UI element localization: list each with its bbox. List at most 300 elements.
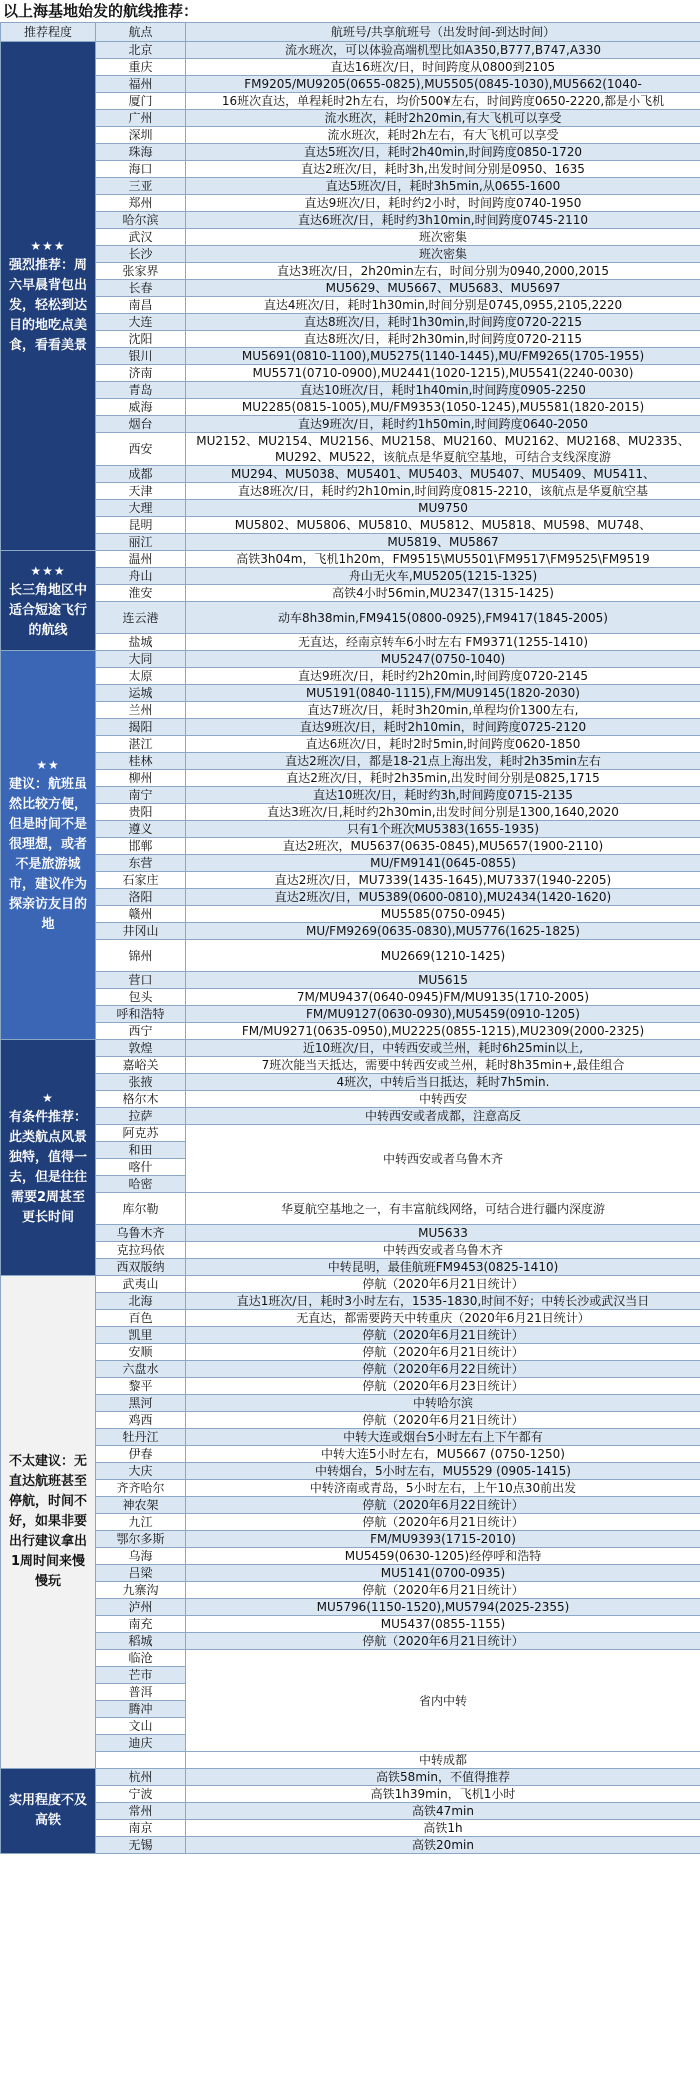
star-rating: ★★★ (30, 563, 66, 578)
table-row (1, 1565, 700, 1582)
flight-info-cell: 舟山无火车,MU5205(1215-1325) (186, 568, 700, 585)
header-destination: 航点 (96, 23, 186, 42)
star-rating: ★★★ (30, 239, 66, 253)
destination-cell: 西安 (96, 433, 186, 466)
destination-cell: 稻城 (96, 1633, 186, 1650)
destination-cell: 遵义 (96, 821, 186, 838)
table-row (1, 1344, 700, 1361)
table-row (1, 433, 700, 466)
table-row (1, 1259, 700, 1276)
flight-info-cell: 只有1个班次MU5383(1655-1935) (186, 821, 700, 838)
table-row (1, 1633, 700, 1650)
table-row (1, 1769, 700, 1786)
destination-cell: 三亚 (96, 178, 186, 195)
table-row (1, 1057, 700, 1074)
destination-cell: 南京 (96, 1820, 186, 1837)
flight-info-cell: 4班次，中转后当日抵达，耗时7h5min. (186, 1074, 700, 1091)
flight-info-cell: FM/MU9393(1715-2010) (186, 1531, 700, 1548)
flight-info-cell: 直达2班次/日，MU5389(0600-0810),MU2434(1420-1620) (186, 889, 700, 906)
category-label: 不太建议：无直达航班甚至停航，时间不好，如果非要出行建议拿出1周时间来慢慢玩 (8, 1454, 87, 1589)
destination-cell: 成都 (96, 466, 186, 483)
flight-info-cell: 停航（2020年6月22日统计） (186, 1497, 700, 1514)
destination-cell: 阿克苏 (96, 1125, 186, 1142)
destination-cell: 鄂尔多斯 (96, 1531, 186, 1548)
table-row (1, 1074, 700, 1091)
destination-cell: 厦门 (96, 93, 186, 110)
destination-cell: 青岛 (96, 382, 186, 399)
table-row (1, 1310, 700, 1327)
table-row (1, 1803, 700, 1820)
flight-info-cell: MU/FM9269(0635-0830),MU5776(1625-1825) (186, 923, 700, 940)
table-row (1, 365, 700, 382)
table-row (1, 1752, 700, 1769)
flight-info-cell: 停航（2020年6月21日统计） (186, 1633, 700, 1650)
flight-info-cell: 省内中转 (186, 1650, 700, 1752)
flight-info-cell: 停航（2020年6月21日统计） (186, 1276, 700, 1293)
flight-info-cell: 直达8班次/日，耗时2h30min,时间跨度0720-2115 (186, 331, 700, 348)
destination-cell: 珠海 (96, 144, 186, 161)
rating-category (1, 42, 96, 551)
page-title: 以上海基地始发的航线推荐： (3, 2, 199, 20)
destination-cell: 神农架 (96, 1497, 186, 1514)
flight-info-cell: 华夏航空基地之一，有丰富航线网络，可结合进行疆内深度游 (186, 1193, 700, 1225)
table-row (1, 1837, 700, 1854)
destination-cell: 柳州 (96, 770, 186, 787)
destination-cell: 芒市 (96, 1667, 186, 1684)
table-row (1, 889, 700, 906)
table-row (1, 1616, 700, 1633)
flight-info-cell: 16班次直达，单程耗时2h左右，均价500¥左右，时间跨度0650-2220,都是小飞机 (186, 93, 700, 110)
destination-cell: 烟台 (96, 416, 186, 433)
destination-cell: 黑河 (96, 1395, 186, 1412)
destination-cell: 牡丹江 (96, 1429, 186, 1446)
destination-cell: 北海 (96, 1293, 186, 1310)
category-label: 有条件推荐：此类航点风景独特，值得一去，但是往往需要2周甚至更长时间 (8, 1109, 87, 1225)
rating-category (1, 1040, 96, 1276)
flight-info-cell: 中转济南或青岛，5小时左右，上午10点30前出发 (186, 1480, 700, 1497)
flight-info-cell: 直达3班次/日，2h20min左右，时间分别为0940,2000,2015 (186, 263, 700, 280)
destination-cell: 无锡 (96, 1837, 186, 1854)
table-row (1, 59, 700, 76)
destination-cell: 克拉玛依 (96, 1242, 186, 1259)
table-row (1, 702, 700, 719)
table-row (1, 42, 700, 59)
destination-cell: 武夷山 (96, 1276, 186, 1293)
flight-info-cell: MU5141(0700-0935) (186, 1565, 700, 1582)
table-row (1, 178, 700, 195)
destination-cell: 运城 (96, 685, 186, 702)
flight-info-cell: MU5615 (186, 972, 700, 989)
table-row (1, 212, 700, 229)
flight-info-cell: 直达6班次/日，耗时约3h10min,时间跨度0745-2110 (186, 212, 700, 229)
destination-cell: 吕梁 (96, 1565, 186, 1582)
table-row (1, 906, 700, 923)
table-row (1, 1514, 700, 1531)
flight-info-cell: 停航（2020年6月21日统计） (186, 1327, 700, 1344)
table-row (1, 483, 700, 500)
flight-info-cell: MU294、MU5038、MU5401、MU5403、MU5407、MU5409、MU5411、 (186, 466, 700, 483)
destination-cell: 临沧 (96, 1650, 186, 1667)
destination-cell: 百色 (96, 1310, 186, 1327)
destination-cell: 北京 (96, 42, 186, 59)
flight-info-cell: 停航（2020年6月22日统计） (186, 1361, 700, 1378)
flight-info-cell: FM/MU9271(0635-0950),MU2225(0855-1215),MU2309(2000-2325) (186, 1023, 700, 1040)
flight-info-cell: 停航（2020年6月23日统计） (186, 1378, 700, 1395)
table-row (1, 685, 700, 702)
table-row (1, 821, 700, 838)
table-row (1, 1429, 700, 1446)
flight-info-cell: 直达2班次/日，MU7339(1435-1645),MU7337(1940-2205) (186, 872, 700, 889)
destination-cell (96, 1752, 186, 1769)
flight-info-cell: 中转烟台，5小时左右，MU5529 (0905-1415) (186, 1463, 700, 1480)
star-rating: ★ (42, 1090, 54, 1105)
flight-info-cell: MU2152、MU2154、MU2156、MU2158、MU2160、MU2162、MU2168、MU2335、MU292、MU522，该航点是华夏航空基地，可结合支线深度游 (186, 433, 700, 466)
destination-cell: 舟山 (96, 568, 186, 585)
destination-cell: 嘉峪关 (96, 1057, 186, 1074)
table-row (1, 246, 700, 263)
destination-cell: 和田 (96, 1142, 186, 1159)
destination-cell: 赣州 (96, 906, 186, 923)
table-row (1, 1395, 700, 1412)
flight-info-cell: MU5691(0810-1100),MU5275(1140-1445),MU/FM9265(1705-1955) (186, 348, 700, 365)
route-table (0, 22, 700, 1854)
table-row (1, 127, 700, 144)
table-row (1, 500, 700, 517)
flight-info-cell: 直达6班次/日，耗时2时5min,时间跨度0620-1850 (186, 736, 700, 753)
flight-info-cell: 中转大连或烟台5小时左右上下午都有 (186, 1429, 700, 1446)
destination-cell: 乌海 (96, 1548, 186, 1565)
flight-info-cell: 高铁4小时56min,MU2347(1315-1425) (186, 585, 700, 602)
flight-info-cell: 高铁1h39min，飞机1小时 (186, 1786, 700, 1803)
destination-cell: 天津 (96, 483, 186, 500)
table-row (1, 719, 700, 736)
rating-category (1, 551, 96, 651)
destination-cell: 昆明 (96, 517, 186, 534)
flight-info-cell: MU2285(0815-1005),MU/FM9353(1050-1245),MU5581(1820-2015) (186, 399, 700, 416)
destination-cell: 淮安 (96, 585, 186, 602)
flight-info-cell: 直达9班次/日，耗时约1h50min,时间跨度0640-2050 (186, 416, 700, 433)
destination-cell: 揭阳 (96, 719, 186, 736)
flight-info-cell: 高铁3h04m，飞机1h20m，FM9515\MU5501\FM9517\FM9525\FM9519 (186, 551, 700, 568)
flight-info-cell: FM/MU9127(0630-0930),MU5459(0910-1205) (186, 1006, 700, 1023)
table-row (1, 229, 700, 246)
destination-cell: 湛江 (96, 736, 186, 753)
destination-cell: 拉萨 (96, 1108, 186, 1125)
destination-cell: 郑州 (96, 195, 186, 212)
destination-cell: 九寨沟 (96, 1582, 186, 1599)
flight-info-cell: 直达2班次，MU5637(0635-0845),MU5657(1900-2110) (186, 838, 700, 855)
table-row (1, 989, 700, 1006)
flight-info-cell: 高铁20min (186, 1837, 700, 1854)
flight-info-cell: 动车8h38min,FM9415(0800-0925),FM9417(1845-2005) (186, 602, 700, 634)
destination-cell: 西宁 (96, 1023, 186, 1040)
table-row (1, 534, 700, 551)
table-row (1, 331, 700, 348)
destination-cell: 呼和浩特 (96, 1006, 186, 1023)
table-row (1, 280, 700, 297)
table-row (1, 585, 700, 602)
flight-info-cell: 直达3班次/日,耗时约2h30min,出发时间分别是1300,1640,2020 (186, 804, 700, 821)
table-row (1, 668, 700, 685)
destination-cell: 南充 (96, 1616, 186, 1633)
destination-cell: 长沙 (96, 246, 186, 263)
table-row (1, 651, 700, 668)
destination-cell: 大理 (96, 500, 186, 517)
flight-info-cell: 流水班次，耗时2h左右，有大飞机可以享受 (186, 127, 700, 144)
destination-cell: 武汉 (96, 229, 186, 246)
destination-cell: 福州 (96, 76, 186, 93)
flight-info-cell: 直达1班次/日，耗时3小时左右，1535-1830,时间不好；中转长沙或武汉当日 (186, 1293, 700, 1310)
destination-cell: 营口 (96, 972, 186, 989)
flight-info-cell: MU5437(0855-1155) (186, 1616, 700, 1633)
flight-info-cell: MU5796(1150-1520),MU5794(2025-2355) (186, 1599, 700, 1616)
table-row (1, 787, 700, 804)
table-row (1, 1786, 700, 1803)
table-row (1, 1412, 700, 1429)
table-row (1, 517, 700, 534)
flight-info-cell: 直达9班次/日，耗时2h10min，时间跨度0725-2120 (186, 719, 700, 736)
table-row (1, 110, 700, 127)
destination-cell: 贵阳 (96, 804, 186, 821)
destination-cell: 泸州 (96, 1599, 186, 1616)
table-row (1, 1446, 700, 1463)
destination-cell: 杭州 (96, 1769, 186, 1786)
destination-cell: 包头 (96, 989, 186, 1006)
table-row (1, 1480, 700, 1497)
flight-info-cell: 无直达，经南京转车6小时左右 FM9371(1255-1410) (186, 634, 700, 651)
destination-cell: 常州 (96, 1803, 186, 1820)
flight-info-cell: 直达8班次/日，耗时1h30min,时间跨度0720-2215 (186, 314, 700, 331)
destination-cell: 海口 (96, 161, 186, 178)
flight-info-cell: MU5585(0750-0945) (186, 906, 700, 923)
flight-info-cell: 高铁47min (186, 1803, 700, 1820)
flight-info-cell: 直达5班次/日，耗时3h5min,从0655-1600 (186, 178, 700, 195)
destination-cell: 六盘水 (96, 1361, 186, 1378)
flight-info-cell: 中转西安或者成都，注意高反 (186, 1108, 700, 1125)
star-rating: ★★ (36, 758, 60, 772)
table-row (1, 551, 700, 568)
destination-cell: 南宁 (96, 787, 186, 804)
table-row (1, 568, 700, 585)
flight-info-cell: MU5629、MU5667、MU5683、MU5697 (186, 280, 700, 297)
table-row (1, 1293, 700, 1310)
flight-info-cell: 流水班次，耗时2h20min,有大飞机可以享受 (186, 110, 700, 127)
flight-info-cell: 中转成都 (186, 1752, 700, 1769)
table-row (1, 314, 700, 331)
table-row (1, 838, 700, 855)
flight-info-cell: 直达10班次/日，耗时1h40min,时间跨度0905-2250 (186, 382, 700, 399)
table-row (1, 940, 700, 972)
destination-cell: 石家庄 (96, 872, 186, 889)
table-row (1, 382, 700, 399)
destination-cell: 洛阳 (96, 889, 186, 906)
table-row (1, 1582, 700, 1599)
destination-cell: 沈阳 (96, 331, 186, 348)
flight-info-cell: 中转西安 (186, 1091, 700, 1108)
table-row (1, 1242, 700, 1259)
table-row (1, 1225, 700, 1242)
destination-cell: 南昌 (96, 297, 186, 314)
header-flights: 航班号/共享航班号（出发时间-到达时间） (186, 23, 700, 42)
table-row (1, 972, 700, 989)
table-row (1, 634, 700, 651)
flight-info-cell: 7M/MU9437(0640-0945)FM/MU9135(1710-2005) (186, 989, 700, 1006)
table-row (1, 602, 700, 634)
table-row (1, 297, 700, 314)
table-row (1, 466, 700, 483)
flight-info-cell: 7班次能当天抵达，需要中转西安或兰州，耗时8h35min+,最佳组合 (186, 1057, 700, 1074)
destination-cell: 重庆 (96, 59, 186, 76)
destination-cell: 大庆 (96, 1463, 186, 1480)
table-row (1, 1650, 700, 1667)
category-label: 长三角地区中适合短途飞行的航线 (8, 582, 87, 638)
flight-info-cell: 直达10班次/日，耗时约3h,时间跨度0715-2135 (186, 787, 700, 804)
flight-info-cell: MU/FM9141(0645-0855) (186, 855, 700, 872)
category-label: 实用程度不及高铁 (8, 1793, 87, 1828)
destination-cell: 西双版纳 (96, 1259, 186, 1276)
destination-cell: 迪庆 (96, 1735, 186, 1752)
destination-cell: 井冈山 (96, 923, 186, 940)
flight-info-cell: 直达7班次/日，耗时3h20min,单程均价1300左右, (186, 702, 700, 719)
flight-info-cell: 中转大连5小时左右，MU5667 (0750-1250) (186, 1446, 700, 1463)
table-row (1, 144, 700, 161)
destination-cell: 张掖 (96, 1074, 186, 1091)
flight-info-cell: 班次密集 (186, 246, 700, 263)
table-row (1, 195, 700, 212)
table-row (1, 1497, 700, 1514)
destination-cell: 齐齐哈尔 (96, 1480, 186, 1497)
destination-cell: 锦州 (96, 940, 186, 972)
header-rating: 推荐程度 (1, 23, 96, 42)
flight-info-cell: 中转西安或者乌鲁木齐 (186, 1242, 700, 1259)
table-row (1, 1531, 700, 1548)
table-row (1, 1548, 700, 1565)
flight-info-cell: MU5247(0750-1040) (186, 651, 700, 668)
flight-info-cell: MU5191(0840-1115),FM/MU9145(1820-2030) (186, 685, 700, 702)
rating-category (1, 1276, 96, 1769)
table-row (1, 161, 700, 178)
table-row (1, 1040, 700, 1057)
flight-info-cell: 直达2班次/日，耗时3h,出发时间分别是0950、1635 (186, 161, 700, 178)
destination-cell: 格尔木 (96, 1091, 186, 1108)
flight-info-cell: 直达4班次/日，耗时1h30min,时间分别是0745,0955,2105,2220 (186, 297, 700, 314)
flight-info-cell: 中转昆明，最佳航班FM9453(0825-1410) (186, 1259, 700, 1276)
table-row (1, 1378, 700, 1395)
destination-cell: 库尔勒 (96, 1193, 186, 1225)
table-header-row (1, 23, 700, 42)
table-row (1, 770, 700, 787)
table-row (1, 1023, 700, 1040)
category-label: 建议：航班虽然比较方便，但是时间不是很理想，或者不是旅游城市，建议作为探亲访友目的地 (8, 777, 87, 932)
destination-cell: 乌鲁木齐 (96, 1225, 186, 1242)
category-label: 强烈推荐：周六早晨背包出发，轻松到达目的地吃点美食，看看美景 (8, 258, 87, 353)
table-row (1, 872, 700, 889)
destination-cell: 大连 (96, 314, 186, 331)
destination-cell: 丽江 (96, 534, 186, 551)
destination-cell: 伊春 (96, 1446, 186, 1463)
table-row (1, 1361, 700, 1378)
table-row (1, 1820, 700, 1837)
flight-info-cell: MU5633 (186, 1225, 700, 1242)
destination-cell: 广州 (96, 110, 186, 127)
flight-info-cell: 班次密集 (186, 229, 700, 246)
destination-cell: 长春 (96, 280, 186, 297)
flight-info-cell: 流水班次，可以体验高端机型比如A350,B777,B747,A330 (186, 42, 700, 59)
destination-cell: 东营 (96, 855, 186, 872)
table-row (1, 348, 700, 365)
flight-info-cell: 无直达，都需要跨天中转重庆（2020年6月21日统计） (186, 1310, 700, 1327)
flight-info-cell: 高铁1h (186, 1820, 700, 1837)
destination-cell: 太原 (96, 668, 186, 685)
destination-cell: 文山 (96, 1718, 186, 1735)
destination-cell: 宁波 (96, 1786, 186, 1803)
table-row (1, 1125, 700, 1142)
destination-cell: 盐城 (96, 634, 186, 651)
destination-cell: 兰州 (96, 702, 186, 719)
destination-cell: 腾冲 (96, 1701, 186, 1718)
flight-info-cell: 停航（2020年6月21日统计） (186, 1582, 700, 1599)
destination-cell: 连云港 (96, 602, 186, 634)
destination-cell: 邯郸 (96, 838, 186, 855)
flight-info-cell: 近10班次/日，中转西安或兰州，耗时6h25min以上, (186, 1040, 700, 1057)
rating-category (1, 651, 96, 1040)
flight-info-cell: 中转西安或者乌鲁木齐 (186, 1125, 700, 1193)
destination-cell: 普洱 (96, 1684, 186, 1701)
flight-info-cell: 直达2班次/日，都是18-21点上海出发，耗时2h35min左右 (186, 753, 700, 770)
destination-cell: 九江 (96, 1514, 186, 1531)
table-row (1, 93, 700, 110)
table-row (1, 1108, 700, 1125)
flight-info-cell: 直达9班次/日，耗时约2小时，时间跨度0740-1950 (186, 195, 700, 212)
table-row (1, 1006, 700, 1023)
destination-cell: 深圳 (96, 127, 186, 144)
flight-info-cell: 直达9班次/日，耗时约2h20min,时间跨度0720-2145 (186, 668, 700, 685)
flight-info-cell: MU2669(1210-1425) (186, 940, 700, 972)
table-row (1, 399, 700, 416)
table-row (1, 753, 700, 770)
destination-cell: 哈尔滨 (96, 212, 186, 229)
flight-info-cell: 直达16班次/日，时间跨度从0800到2105 (186, 59, 700, 76)
flight-info-cell: 直达2班次/日，耗时2h35min,出发时间分别是0825,1715 (186, 770, 700, 787)
destination-cell: 温州 (96, 551, 186, 568)
destination-cell: 凯里 (96, 1327, 186, 1344)
destination-cell: 安顺 (96, 1344, 186, 1361)
table-row (1, 1463, 700, 1480)
flight-info-cell: 直达8班次/日，耗时约2h10min,时间跨度0815-2210，该航点是华夏航空基 (186, 483, 700, 500)
table-row (1, 804, 700, 821)
table-row (1, 1091, 700, 1108)
table-row (1, 923, 700, 940)
table-row (1, 736, 700, 753)
destination-cell: 喀什 (96, 1159, 186, 1176)
destination-cell: 鸡西 (96, 1412, 186, 1429)
flight-info-cell: 停航（2020年6月21日统计） (186, 1412, 700, 1429)
flight-info-cell: MU5459(0630-1205)经停呼和浩特 (186, 1548, 700, 1565)
destination-cell: 敦煌 (96, 1040, 186, 1057)
destination-cell: 桂林 (96, 753, 186, 770)
flight-info-cell: MU9750 (186, 500, 700, 517)
flight-info-cell: 中转哈尔滨 (186, 1395, 700, 1412)
flight-info-cell: MU5571(0710-0900),MU2441(1020-1215),MU5541(2240-0030) (186, 365, 700, 382)
table-row (1, 416, 700, 433)
flight-info-cell: 停航（2020年6月21日统计） (186, 1344, 700, 1361)
table-row (1, 76, 700, 93)
destination-cell: 大同 (96, 651, 186, 668)
flight-info-cell: 高铁58min，不值得推荐 (186, 1769, 700, 1786)
destination-cell: 银川 (96, 348, 186, 365)
destination-cell: 黎平 (96, 1378, 186, 1395)
destination-cell: 威海 (96, 399, 186, 416)
